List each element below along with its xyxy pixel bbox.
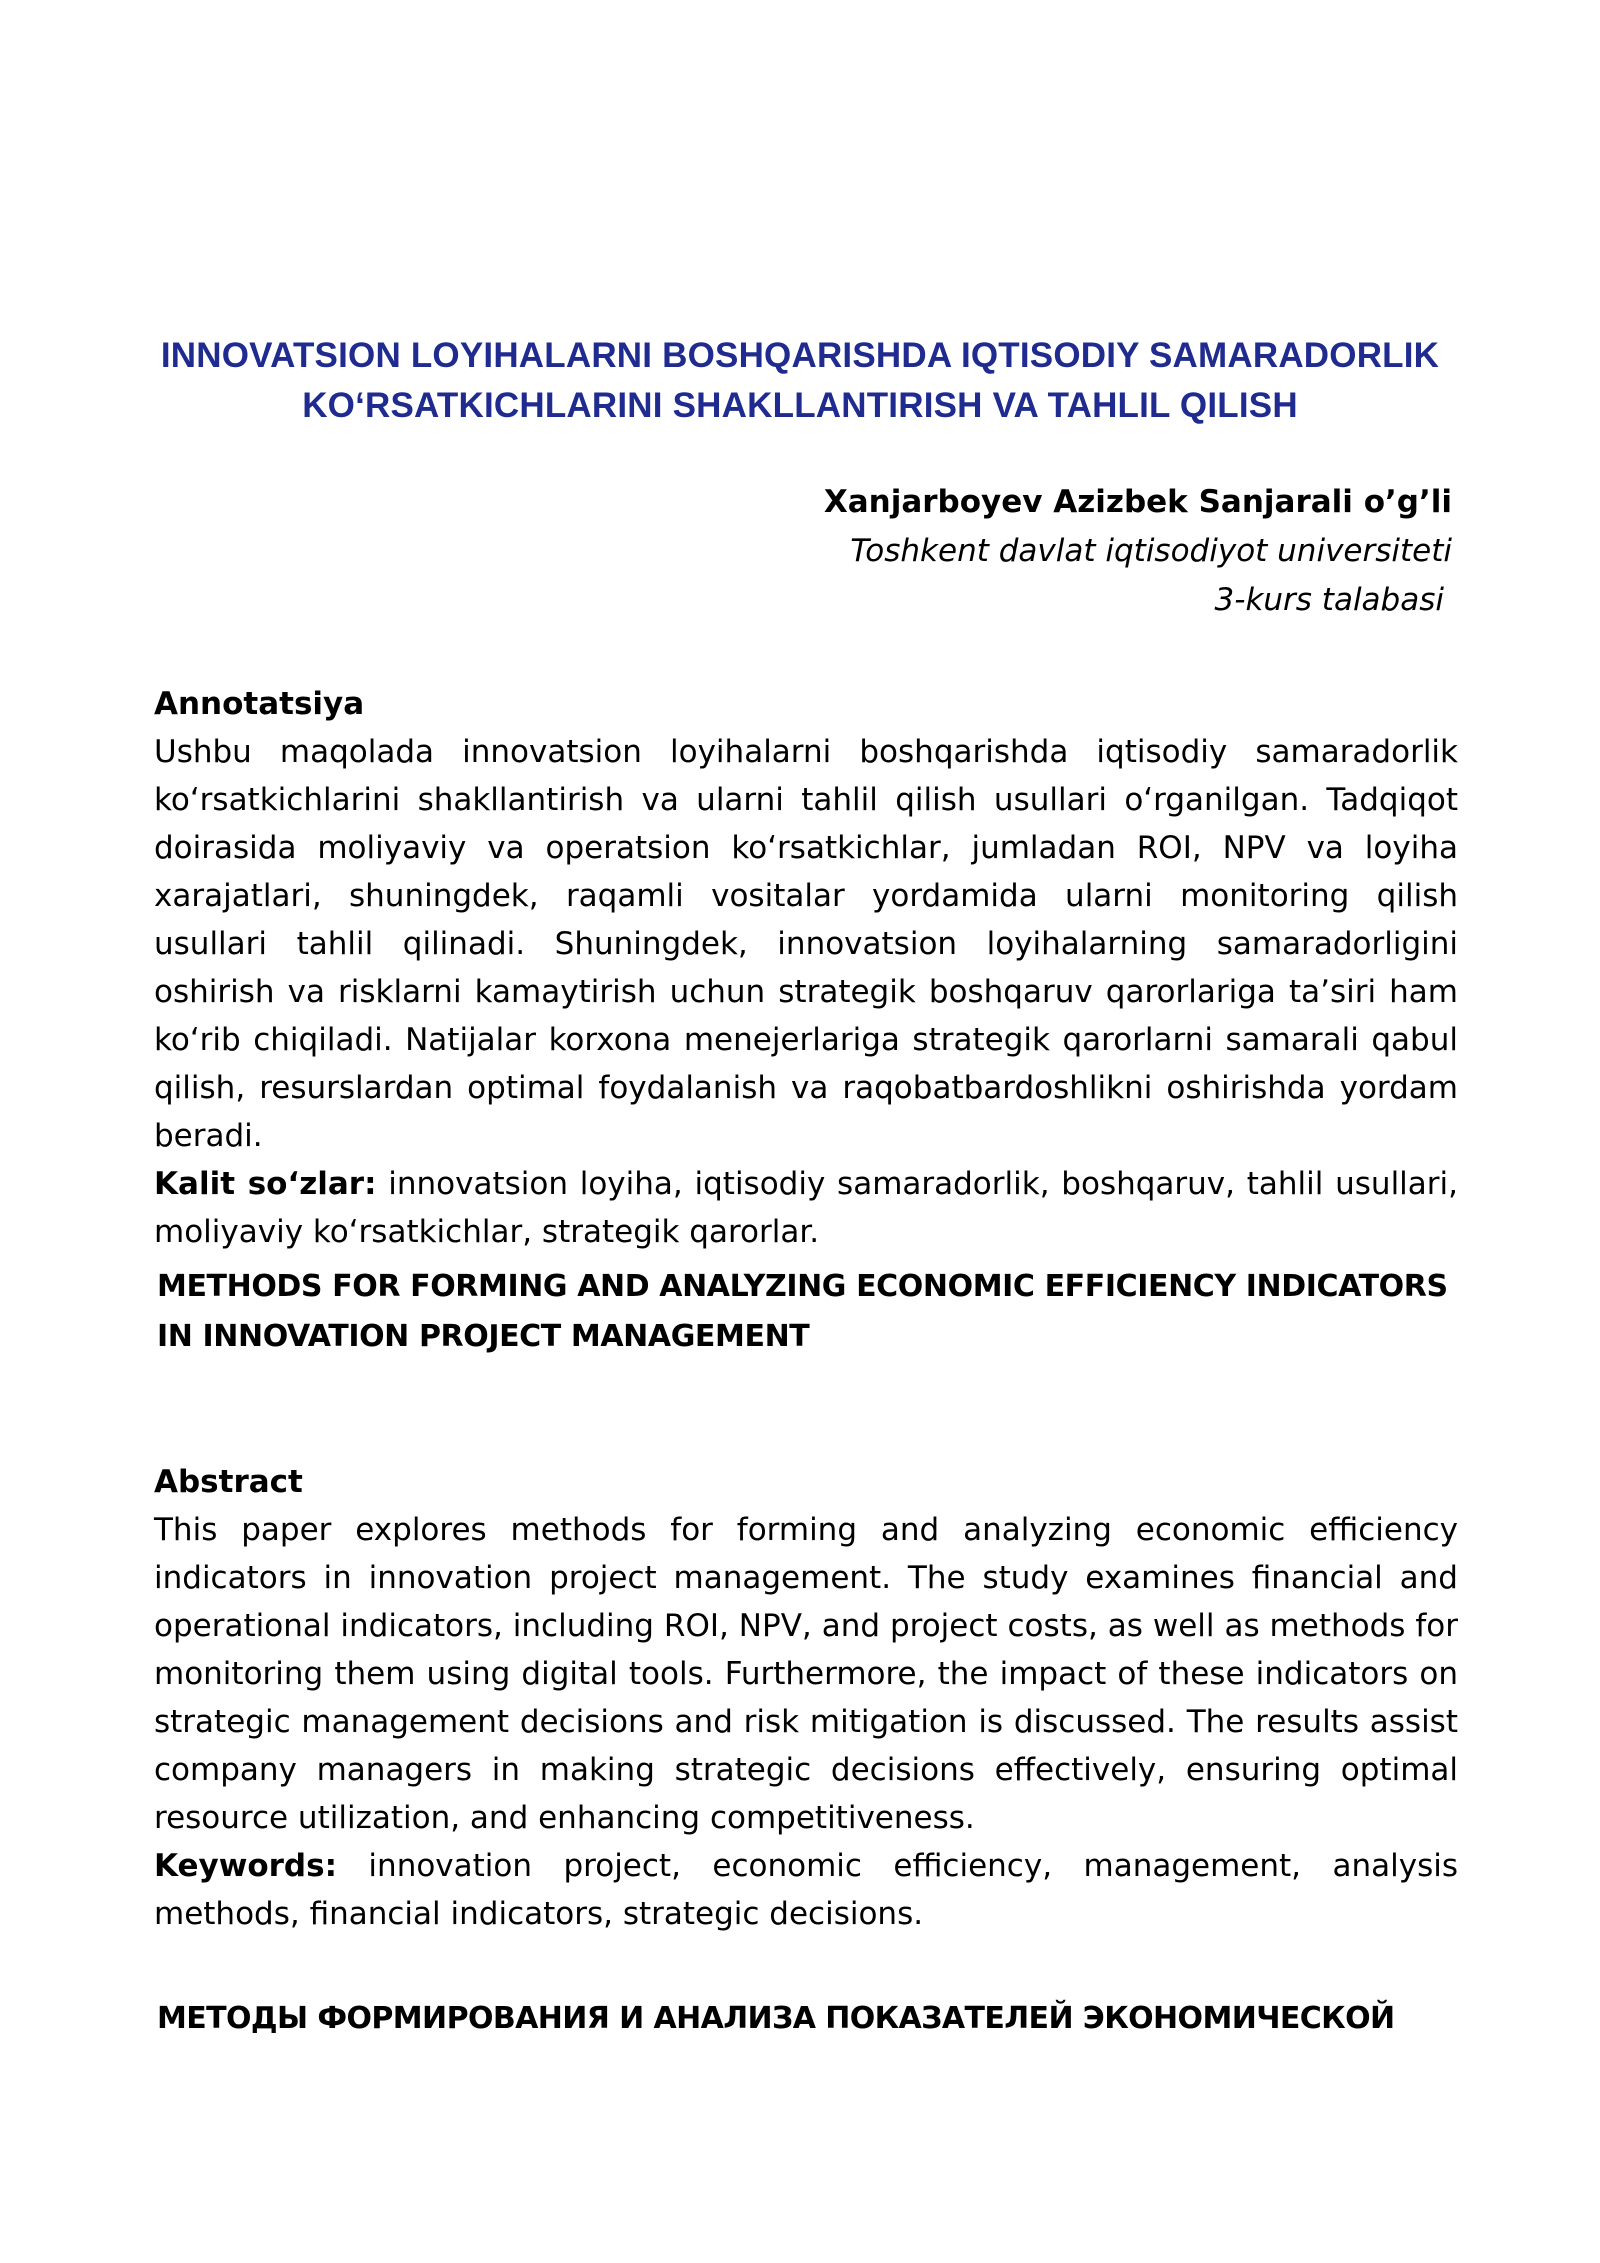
paper-title: INNOVATSION LOYIHALARNI BOSHQARISHDA IQTISODIY SAMARADORLIK KO‘RSATKICHLARINI SHAKLLANTIRISH VA TAHLIL QILISH xyxy=(160,336,1440,425)
annotation-keywords-label: Kalit so‘zlar: xyxy=(154,1166,377,1202)
author-block xyxy=(552,478,1452,625)
abstract-heading: Abstract xyxy=(154,1464,303,1500)
russian-title: МЕТОДЫ ФОРМИРОВАНИЯ И АНАЛИЗА ПОКАЗАТЕЛЕЙ ЭКОНОМИЧЕСКОЙ xyxy=(157,2001,1395,2036)
annotation-keywords xyxy=(154,1160,1458,1256)
english-title: METHODS FOR FORMING AND ANALYZING ECONOMIC EFFICIENCY INDICATORS IN INNOVATION PROJECT MANAGEMENT xyxy=(157,1269,1448,1354)
author-course: 3-kurs talabasi xyxy=(1214,582,1444,618)
annotation-section xyxy=(154,680,1458,1256)
annotation-heading: Annotatsiya xyxy=(154,686,365,722)
abstract-keywords-list: innovation project, economic efficiency, management, analysis methods, financial indicators, strategic decisions. xyxy=(154,1848,1458,1932)
abstract-keywords-label: Keywords: xyxy=(154,1848,337,1884)
author-affiliation: Toshkent davlat iqtisodiyot universiteti xyxy=(850,533,1452,569)
abstract-text: This paper explores methods for forming and analyzing economic efficiency indicators in innovation project management. The study examines financial and operational indicators, including ROI, NPV, and project costs, as well as methods for monitoring them using digital tools. Furthermore, the impact of these indicators on strategic management decisions and risk mitigation is discussed. The results assist company managers in making strategic decisions effectively, ensuring optimal resource utilization, and enhancing competitiveness. xyxy=(154,1512,1458,1836)
annotation-keywords-list: innovatsion loyiha, iqtisodiy samaradorlik, boshqaruv, tahlil usullari, moliyaviy ko‘rsatkichlar, strategik qarorlar. xyxy=(154,1166,1458,1250)
annotation-text: Ushbu maqolada innovatsion loyihalarni boshqarishda iqtisodiy samaradorlik ko‘rsatkichlarini shakllantirish va ularni tahlil qilish usullari o‘rganilgan. Tadqiqot doirasida moliyaviy va operatsion ko‘rsatkichlar, jumladan ROI, NPV va loyiha xarajatlari, shuningdek, raqamli vositalar yordamida ularni monitoring qilish usullari tahlil qilinadi. Shuningdek, innovatsion loyihalarning samaradorligini oshirish va risklarni kamaytirish uchun strategik boshqaruv qarorlariga ta’siri ham ko‘rib chiqiladi. Natijalar korxona menejerlariga strategik qarorlarni samarali qabul qilish, resurslardan optimal foydalanish va raqobatbardoshlikni oshirishda yordam beradi. xyxy=(154,734,1458,1154)
abstract-keywords xyxy=(154,1842,1458,1938)
abstract-section xyxy=(154,1458,1458,1938)
author-name: Xanjarboyev Azizbek Sanjarali o’g’li xyxy=(823,484,1452,520)
